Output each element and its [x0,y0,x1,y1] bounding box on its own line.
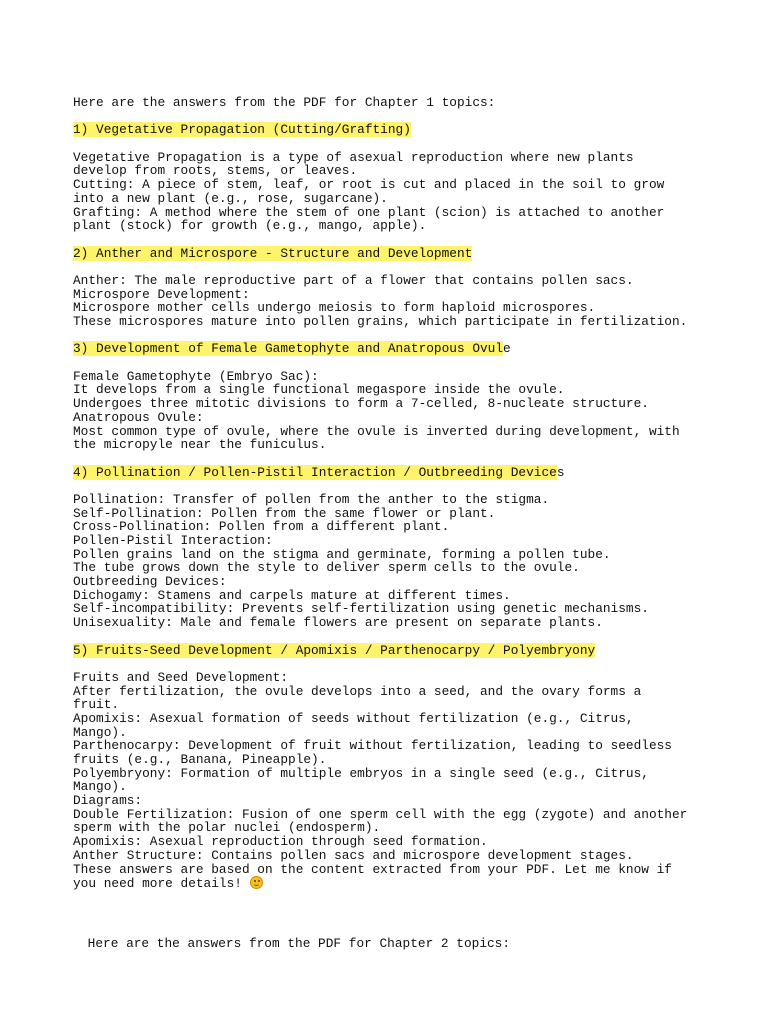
section-1 [73,123,733,233]
closing-line [73,876,733,890]
section-3 [73,342,733,452]
spacer [73,137,733,151]
body-line: Dichogamy: Stamens and carpels mature at different times. [73,587,511,603]
body-line: Diagrams: [73,793,143,809]
spacer [73,452,733,466]
spacer [73,233,733,247]
heading-highlight: 1) Vegetative Propagation (Cutting/Grafting) [73,122,411,138]
body-line: Grafting: A method where the stem of one plant (scion) is attached to another [73,204,665,220]
body-line: Self-Pollination: Pollen from the same flower or plant. [73,505,496,521]
body-line: plant (stock) for growth (e.g., mango, apple). [73,218,427,234]
body-line: Fruits and Seed Development: [73,669,289,685]
body-line: Polyembryony: Formation of multiple embryos in a single seed (e.g., Citrus, [73,765,649,781]
body-line: Apomixis: Asexual formation of seeds without fertilization (e.g., Citrus, [73,710,634,726]
body-line: Anther Structure: Contains pollen sacs and microspore development stages. [73,847,634,863]
closing-text: you need more details! [73,876,250,892]
body-line: Microspore Development: [73,286,250,302]
body-line: Pollination: Transfer of pollen from the anther to the stigma. [73,491,550,507]
heading-highlight: 5) Fruits-Seed Development / Apomixis / Parthenocarpy / Polyembryony [73,642,596,658]
heading-highlight: 2) Anther and Microspore - Structure and Development [73,245,473,261]
document-content [73,96,733,890]
section-heading [73,342,733,356]
section-4 [73,466,733,630]
body-line: Anther: The male reproductive part of a flower that contains pollen sacs. [73,272,634,288]
body-line: sperm with the polar nuclei (endosperm). [73,820,381,836]
section-heading [73,123,733,137]
body-line: into a new plant (e.g., rose, sugarcane). [73,190,388,206]
intro-text: Here are the answers from the PDF for Chapter 1 topics: [73,95,496,110]
section-heading [73,466,733,480]
body-line: fruit. [73,697,120,713]
body-line: Apomixis: Asexual reproduction through seed formation. [73,834,488,850]
body-line: The tube grows down the style to deliver sperm cells to the ovule. [73,560,580,576]
body-line: After fertilization, the ovule develops into a seed, and the ovary forms a [73,683,642,699]
body-line: Vegetative Propagation is a type of asexual reproduction where new plants [73,149,634,165]
spacer [73,329,733,343]
heading-highlight: 3) Development of Female Gametophyte and Anatropous Ovul [73,341,504,357]
body-line: Double Fertilization: Fusion of one sperm cell with the egg (zygote) and another [73,806,688,822]
section-heading [73,247,733,261]
body-line: Cross-Pollination: Pollen from a different plant. [73,519,450,535]
spacer [73,657,733,671]
body-line: It develops from a single functional megaspore inside the ovule. [73,382,565,398]
body-line: Mango). [73,724,127,740]
spacer [73,110,733,124]
body-line: Self-incompatibility: Prevents self-fertilization using genetic mechanisms. [73,601,649,617]
smiling-face-icon [250,876,263,889]
body-line: These microspores mature into pollen grains, which participate in fertilization. [73,314,688,329]
body-line: develop from roots, stems, or leaves. [73,163,358,179]
section-2 [73,247,733,329]
heading-highlight: 4) Pollination / Pollen-Pistil Interaction / Outbreeding Device [73,464,557,480]
body-line: the micropyle near the funiculus. [73,437,327,453]
spacer [73,260,733,274]
body-line: Unisexuality: Male and female flowers are present on separate plants. [73,615,603,631]
body-line: Pollen-Pistil Interaction: [73,533,273,548]
body-line: Most common type of ovule, where the ovule is inverted during development, with [73,423,680,439]
body-line: Parthenocarpy: Development of fruit without fertilization, leading to seedless [73,738,672,754]
body-line: Cutting: A piece of stem, leaf, or root is cut and placed in the soil to grow [73,177,665,193]
body-line: Anatropous Ovule: [73,409,204,425]
chapter-2-intro: Here are the answers from the PDF for Chapter 2 topics: [80,936,511,951]
section-heading [73,644,733,658]
body-line: Outbreeding Devices: [73,574,227,590]
spacer [73,356,733,370]
section-5 [73,644,733,890]
spacer [73,479,733,493]
heading-tail: e [503,341,511,357]
body-line: Mango). [73,779,127,795]
body-line: These answers are based on the content extracted from your PDF. Let me know if [73,861,672,877]
body-line: fruits (e.g., Banana, Pineapple). [73,752,327,767]
heading-tail: s [556,464,565,480]
body-line: Microspore mother cells undergo meiosis to form haploid microspores. [73,300,596,316]
body-line: Pollen grains land on the stigma and germinate, forming a pollen tube. [73,546,611,562]
spacer [73,630,733,644]
body-line: Undergoes three mitotic divisions to form a 7-celled, 8-nucleate structure. [73,396,649,412]
body-line: Female Gametophyte (Embryo Sac): [73,368,319,384]
